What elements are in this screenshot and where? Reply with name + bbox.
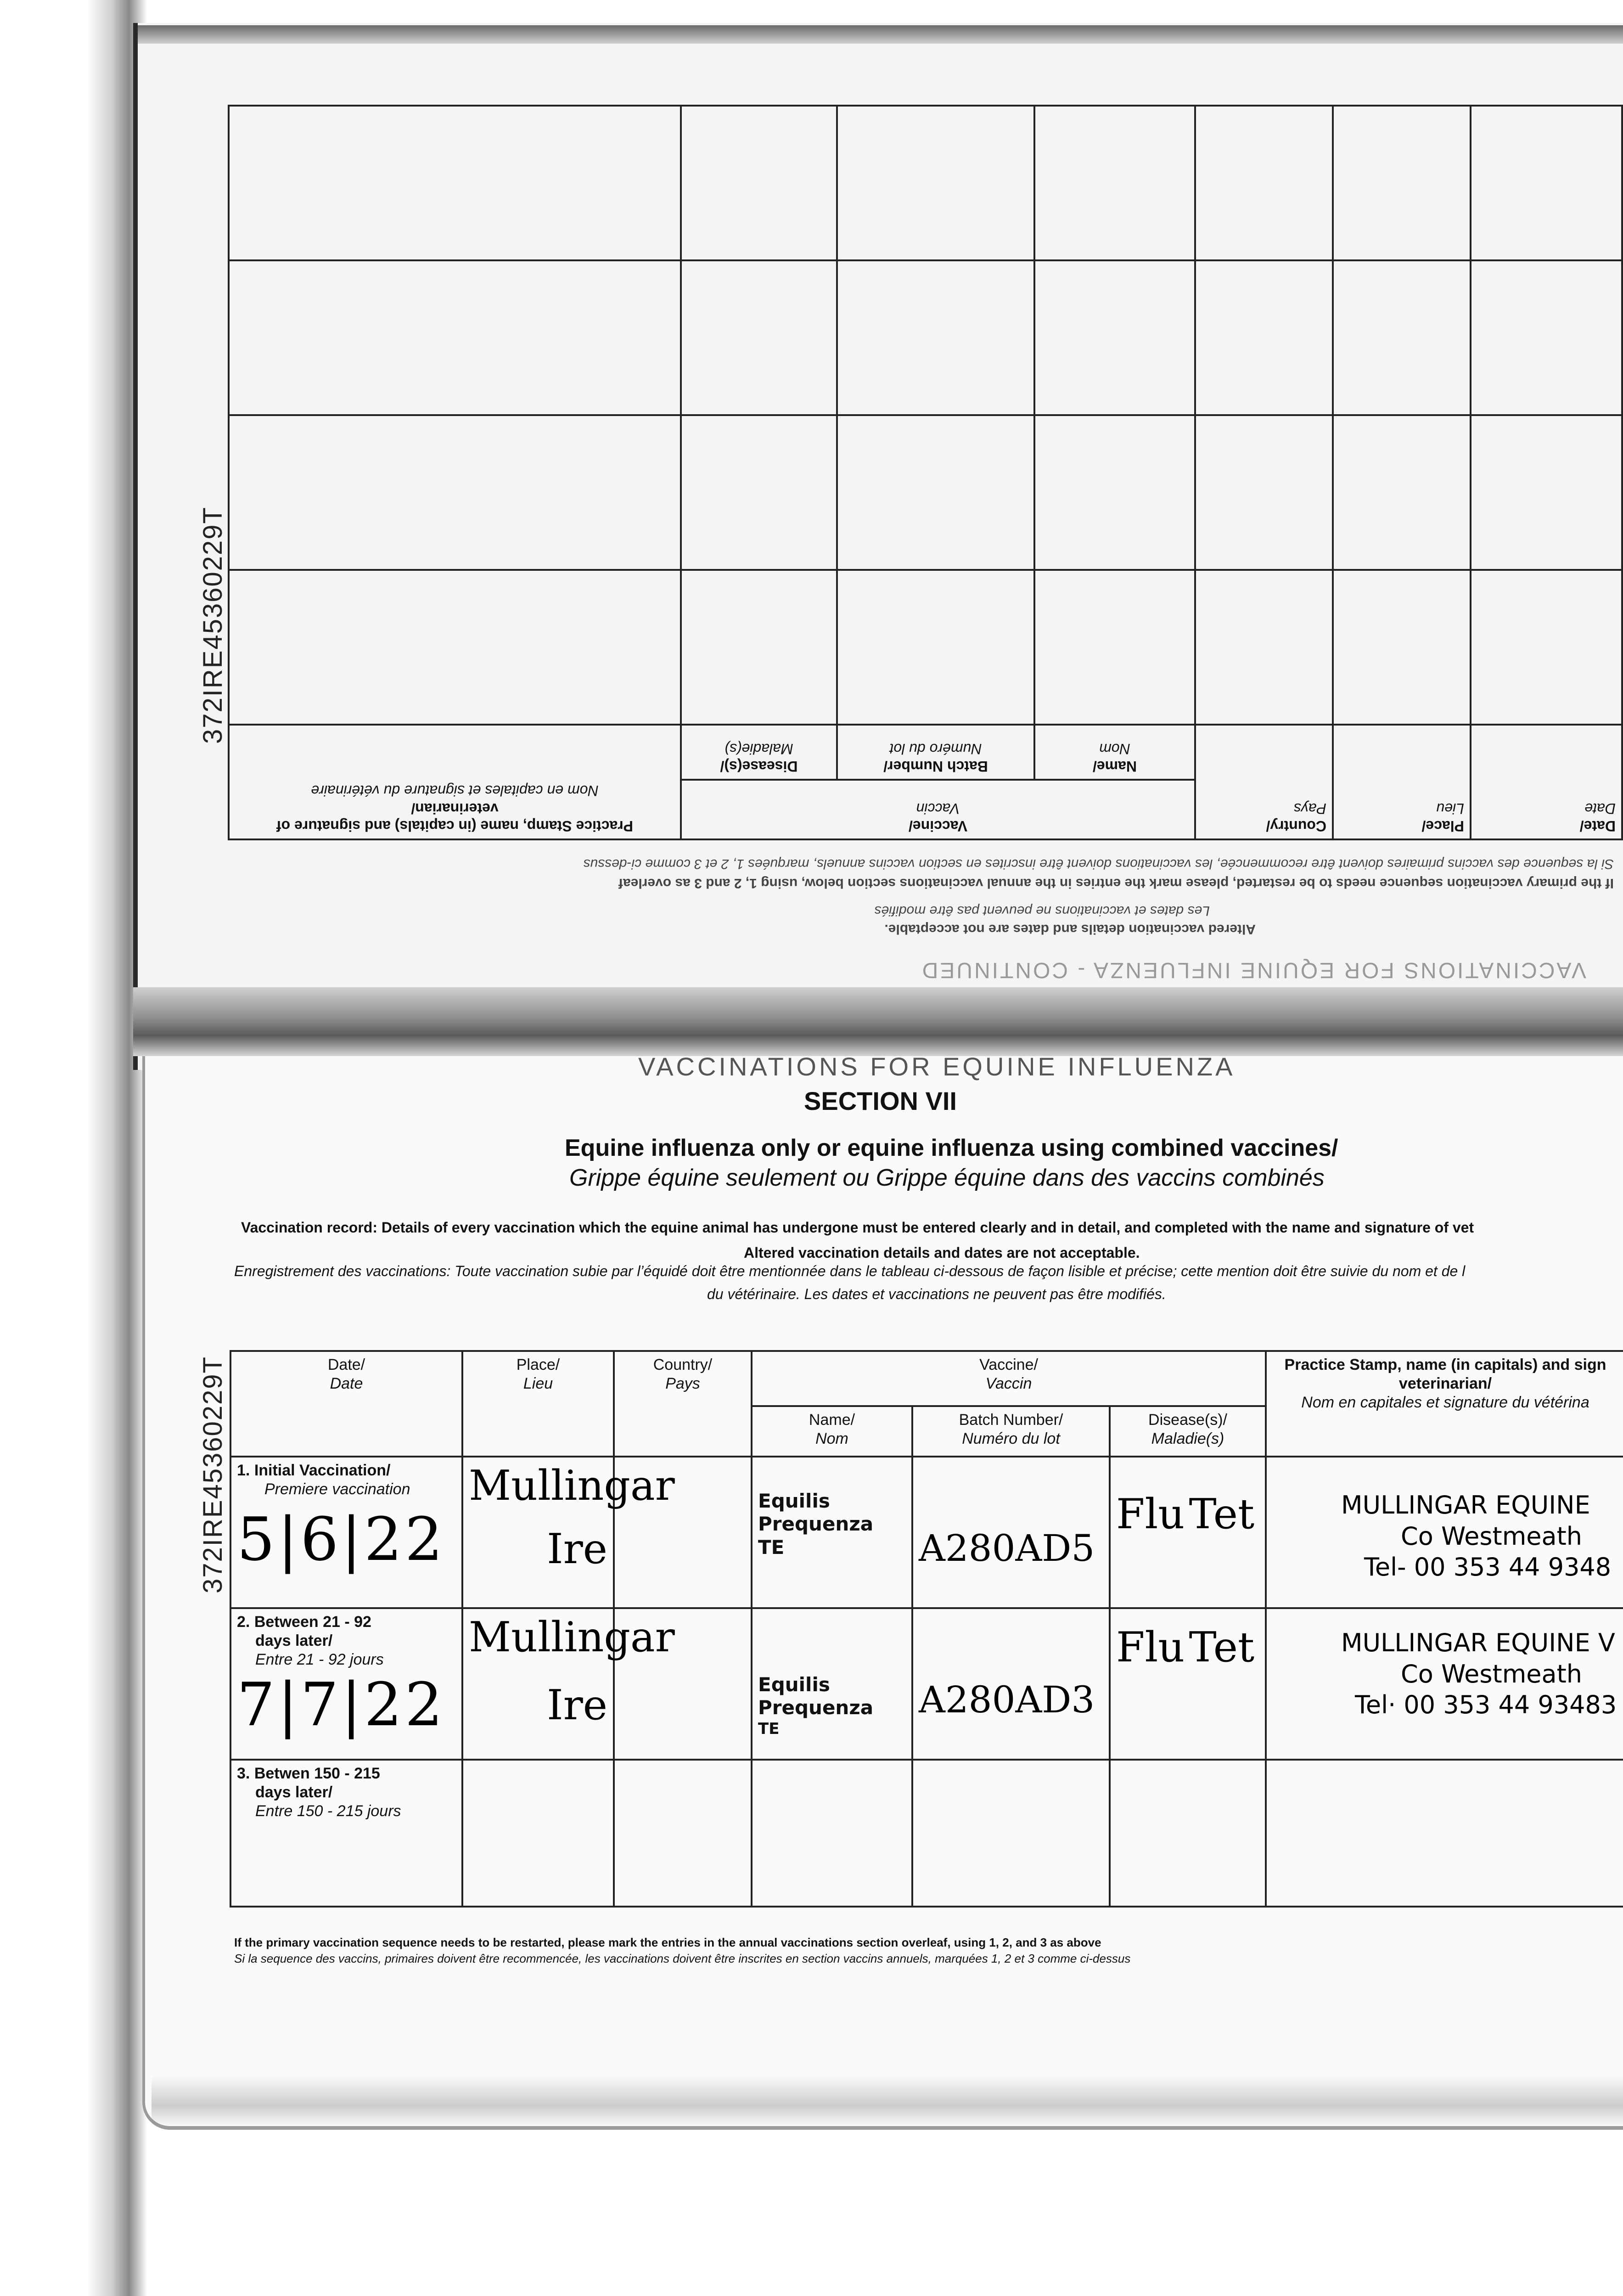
top-table-row bbox=[229, 106, 1622, 260]
row-1-place: Mullingar bbox=[469, 1462, 675, 1510]
page-fold-band bbox=[133, 987, 1623, 1056]
header-vaccine-name: Name/ Nom bbox=[752, 1406, 912, 1457]
row-3-label-fr: Entre 150 - 215 jours bbox=[255, 1802, 401, 1820]
row-2-vaccine-name-cell bbox=[752, 1608, 912, 1760]
row-1-disease: Flu bbox=[1116, 1490, 1185, 1538]
upper-vaccination-table bbox=[230, 106, 1623, 840]
upper-note-altered-fr: Les dates et vaccinations ne peuvent pas être modifiés bbox=[874, 903, 1210, 918]
top-country-header: Country/ Pays bbox=[1195, 725, 1333, 839]
record-instructions-fr: Enregistrement des vaccinations: Toute vaccination subie par l’équidé doit être mentionnée dans le tableau ci-dessous de façon lisible et précise; cette mention doit être suivie du nom et de l bbox=[234, 1263, 1466, 1279]
row-1-date: 5|6|22 bbox=[237, 1504, 446, 1574]
vaccination-record-table bbox=[230, 1350, 1623, 1908]
record-instructions-fr-2: du vétérinaire. Les dates et vaccinations ne peuvent pas être modifiés. bbox=[707, 1286, 1166, 1302]
top-stamp-header: Practice Stamp, name (in capitals) and signature of veterinarian/ Nom en capitales et signature du vétérinaire bbox=[229, 725, 681, 839]
top-table-row bbox=[229, 260, 1622, 415]
upper-note-restart-fr: Si la sequence des vaccins primaires doivent être recommencée, les vaccinations doivent être inscrites en section vaccins annuels, marquées 1, 2 et 3 comme ci-dessus bbox=[583, 856, 1614, 872]
row-1-label: 1. Initial Vaccination/ bbox=[237, 1462, 391, 1479]
top-batch-header: Batch Number/ Numéro du lot bbox=[837, 725, 1034, 780]
row-1-stamp-line-3: Tel- 00 353 44 9348 bbox=[1364, 1553, 1612, 1581]
row-1-batch: A280AD5 bbox=[919, 1527, 1095, 1570]
row-1-batch-cell bbox=[912, 1457, 1110, 1608]
row-3-date-cell bbox=[230, 1760, 462, 1907]
header-country: Country/ Pays bbox=[614, 1351, 752, 1457]
top-name-header: Name/ Nom bbox=[1034, 725, 1195, 780]
row-2-stamp-line-1: MULLINGAR EQUINE V bbox=[1341, 1628, 1615, 1657]
header-batch-number: Batch Number/ Numéro du lot bbox=[912, 1406, 1110, 1457]
section-subtitle: Equine influenza only or equine influenza using combined vaccines/ bbox=[565, 1135, 1338, 1161]
row-1-date-cell bbox=[230, 1457, 462, 1608]
row-1-stamp-cell bbox=[1266, 1457, 1623, 1608]
row-2-place: Mullingar bbox=[469, 1613, 675, 1661]
row-1-vaccine-name-cell bbox=[752, 1457, 912, 1608]
top-table-row bbox=[229, 570, 1622, 725]
row-3-label-2: days later/ bbox=[255, 1783, 333, 1801]
row-2-label-2: days later/ bbox=[255, 1632, 333, 1649]
passport-id-upper: 372IRE45360229T bbox=[198, 506, 228, 744]
header-vaccine: Vaccine/ Vaccin bbox=[752, 1351, 1266, 1406]
row-2-disease-cell bbox=[1110, 1608, 1266, 1760]
row-2-stamp-line-3: Tel· 00 353 44 93483 bbox=[1355, 1690, 1617, 1719]
row-2-disease: Flu bbox=[1116, 1623, 1185, 1671]
row-3-label: 3. Betwen 150 - 215 bbox=[237, 1765, 380, 1782]
row-1-place-cell bbox=[462, 1457, 675, 1608]
row-2-stamp-cell bbox=[1266, 1608, 1623, 1760]
upper-flipped-notes bbox=[275, 840, 1623, 992]
row-1-vaccine-name: Equilis Prequenza bbox=[758, 1490, 874, 1536]
row-1-place-2: Ire bbox=[547, 1525, 607, 1573]
top-table-row bbox=[229, 415, 1622, 570]
header-stamp: Practice Stamp, name (in capitals) and sign veterinarian/ Nom en capitales et signature du vétérina bbox=[1266, 1351, 1623, 1457]
row-2-vaccine-name-2: TE bbox=[758, 1719, 780, 1738]
row-2-disease-2: Tet bbox=[1189, 1623, 1255, 1671]
row-2-place-cell bbox=[462, 1608, 675, 1760]
row-2-label-fr: Entre 21 - 92 jours bbox=[255, 1650, 384, 1668]
row-2-label: 2. Between 21 - 92 bbox=[237, 1613, 371, 1631]
footer-restart-note: If the primary vaccination sequence needs to be restarted, please mark the entries in the annual vaccinations section overleaf, using 1, 2, and 3 as above bbox=[234, 1936, 1101, 1949]
record-instructions-2: Altered vaccination details and dates are not acceptable. bbox=[744, 1244, 1140, 1261]
section-title-wrap bbox=[0, 1086, 1623, 1116]
top-vaccine-header: Vaccine/ Vaccin bbox=[681, 780, 1195, 839]
row-2-batch-cell bbox=[912, 1608, 1110, 1760]
footer-restart-note-fr: Si la sequence des vaccins, primaires doivent être recommencée, les vaccinations doivent être inscrites en section vaccins annuels, marquées 1, 2 et 3 comme ci-dessus bbox=[234, 1952, 1131, 1965]
section-title: SECTION VII bbox=[804, 1086, 957, 1115]
row-2-stamp-line-2: Co Westmeath bbox=[1401, 1659, 1583, 1688]
row-1-stamp-line-1: MULLINGAR EQUINE bbox=[1341, 1491, 1590, 1519]
header-diseases: Disease(s)/ Maladie(s) bbox=[1110, 1406, 1266, 1457]
bottom-scan-edge bbox=[152, 2076, 1623, 2126]
table-row bbox=[230, 1760, 1623, 1907]
upper-band-text: VACCINATIONS FOR EQUINE INFLUENZA - CONTINUED bbox=[920, 958, 1586, 982]
row-1-disease-2: Tet bbox=[1189, 1490, 1255, 1538]
row-1-stamp-line-2: Co Westmeath bbox=[1401, 1521, 1583, 1551]
top-date-header: Date/ Date bbox=[1471, 725, 1622, 839]
row-2-place-2: Ire bbox=[547, 1681, 607, 1729]
record-instructions: Vaccination record: Details of every vaccination which the equine animal has undergone must be entered clearly and in detail, and completed with the name and signature of vet bbox=[241, 1219, 1474, 1236]
section-band: VACCINATIONS FOR EQUINE INFLUENZA bbox=[638, 1052, 1236, 1081]
top-disease-header: Disease(s)/ Maladie(s) bbox=[681, 725, 837, 780]
header-place: Place/ Lieu bbox=[462, 1351, 614, 1457]
row-2-date-cell bbox=[230, 1608, 462, 1760]
top-scan-edge bbox=[138, 25, 1623, 44]
row-2-date: 7|7|22 bbox=[237, 1670, 446, 1740]
top-place-header: Place/ Lieu bbox=[1333, 725, 1471, 839]
row-1-vaccine-name-2: TE bbox=[758, 1536, 785, 1559]
table-row bbox=[230, 1457, 1623, 1608]
row-2-batch: A280AD3 bbox=[919, 1678, 1095, 1721]
section-subtitle-fr: Grippe équine seulement ou Grippe équine dans des vaccins combinés bbox=[569, 1165, 1325, 1191]
row-1-label-fr: Premiere vaccination bbox=[264, 1480, 410, 1498]
header-date: Date/ Date bbox=[230, 1351, 462, 1457]
row-2-vaccine-name: Equilis Prequenza bbox=[758, 1673, 874, 1719]
upper-note-altered: Altered vaccination details and dates are not acceptable. bbox=[884, 922, 1256, 937]
table-row bbox=[230, 1608, 1623, 1760]
upper-note-restart: If the primary vaccination sequence needs to be restarted, please mark the entries in the annual vaccinations section below, using 1, 2 and 3 as overleaf bbox=[618, 876, 1614, 891]
passport-id-lower: 372IRE45360229T bbox=[198, 1356, 228, 1593]
row-1-disease-cell bbox=[1110, 1457, 1266, 1608]
